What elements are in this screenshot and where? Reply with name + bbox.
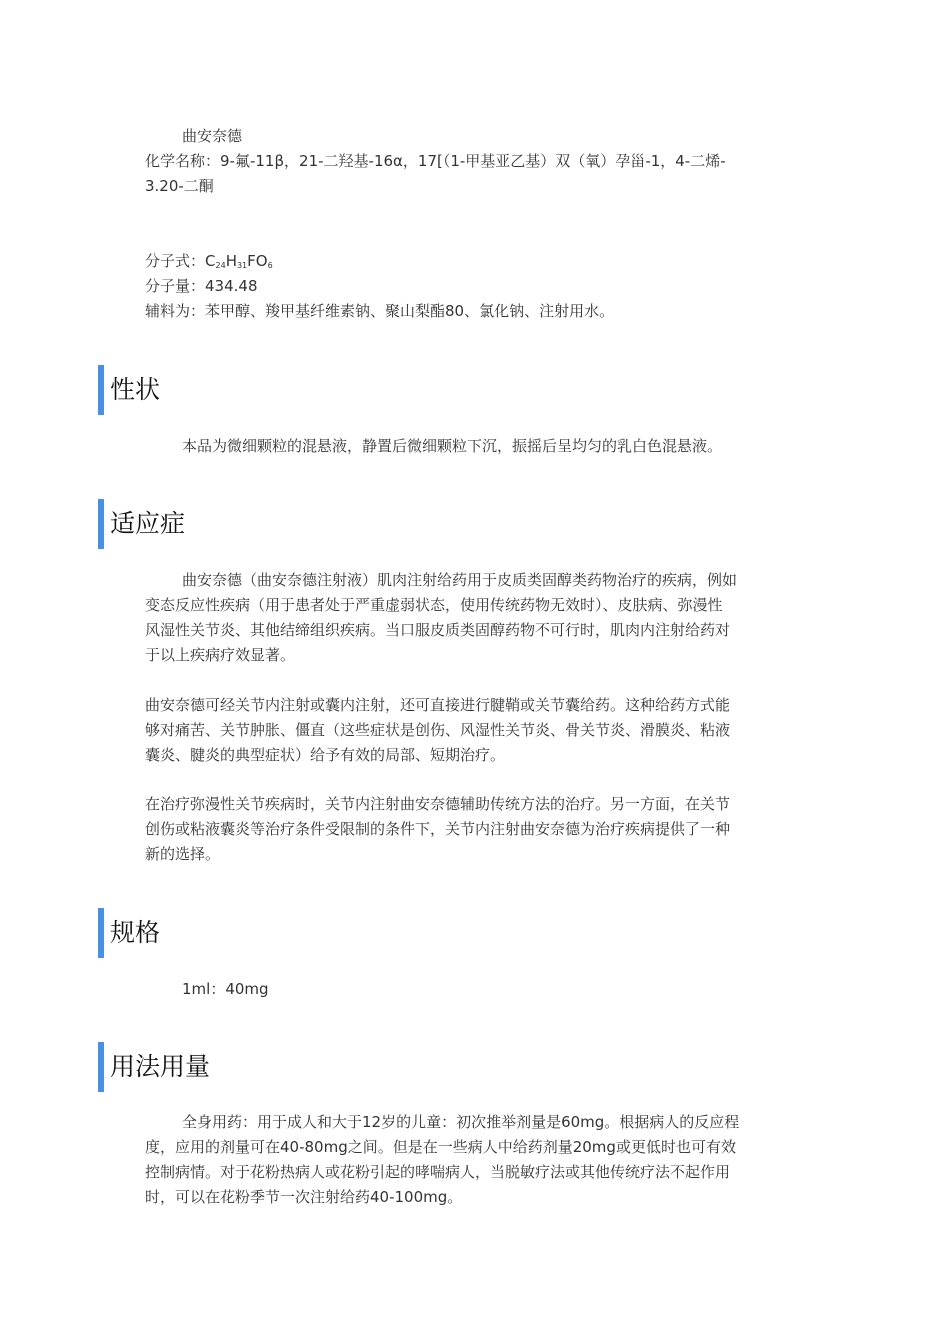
excipients: 辅料为：苯甲醇、羧甲基纤维素钠、聚山梨酯80、氯化钠、注射用水。 bbox=[145, 302, 615, 320]
drug-title: 曲安奈德 bbox=[182, 127, 243, 145]
formula-element: F bbox=[247, 252, 256, 270]
indications-paragraph bbox=[145, 568, 805, 668]
section-heading-spec: 规格 bbox=[98, 908, 160, 958]
formula-element: C bbox=[205, 252, 216, 270]
chemical-name-line: 3.20-二酮 bbox=[145, 177, 214, 195]
formula-subscript: 31 bbox=[236, 261, 248, 270]
paragraph-line: 囊炎、腱炎的典型症状）给予有效的局部、短期治疗。 bbox=[145, 746, 506, 764]
paragraph-line: 曲安奈德（曲安奈德注射液）肌肉注射给药用于皮质类固醇类药物治疗的疾病，例如 bbox=[182, 571, 738, 589]
paragraph-line: 新的选择。 bbox=[145, 845, 221, 863]
indications-paragraph bbox=[145, 693, 805, 768]
dosage-paragraph bbox=[145, 1110, 805, 1210]
molecular-weight: 分子量：434.48 bbox=[145, 277, 258, 295]
section-heading-dosage: 用法用量 bbox=[98, 1042, 210, 1092]
indications-paragraph bbox=[145, 792, 805, 867]
paragraph-line: 时，可以在花粉季节一次注射给药40-100mg。 bbox=[145, 1188, 463, 1206]
section-heading-appearance: 性状 bbox=[98, 365, 160, 415]
formula-subscript: 6 bbox=[267, 261, 273, 270]
molecular-formula bbox=[145, 249, 805, 274]
formula-label: 分子式： bbox=[145, 252, 206, 270]
paragraph-line: 在治疗弥漫性关节疾病时，关节内注射曲安奈德辅助传统方法的治疗。另一方面，在关节 bbox=[145, 795, 731, 813]
section-heading-indications: 适应症 bbox=[98, 499, 185, 549]
formula-element: O bbox=[255, 252, 268, 270]
paragraph-line: 于以上疾病疗效显著。 bbox=[145, 646, 296, 664]
chemical-name-line: 化学名称：9-氟-11β，21-二羟基-16α，17[（1-甲基亚乙基）双（氧）孕甾-1，4-二烯- bbox=[145, 152, 726, 170]
spec-text: 1ml：40mg bbox=[182, 980, 269, 998]
paragraph-line: 够对痛苦、关节肿胀、僵直（这些症状是创伤、风湿性关节炎、骨关节炎、滑膜炎、粘液 bbox=[145, 721, 731, 739]
paragraph-line: 全身用药：用于成人和大于12岁的儿童：初次推举剂量是60mg。根据病人的反应程 bbox=[182, 1113, 740, 1131]
paragraph-line: 控制病情。对于花粉热病人或花粉引起的哮喘病人，当脱敏疗法或其他传统疗法不起作用 bbox=[145, 1163, 731, 1181]
paragraph-line: 风湿性关节炎、其他结缔组织疾病。当口服皮质类固醇药物不可行时，肌肉内注射给药对 bbox=[145, 621, 731, 639]
formula-subscript: 24 bbox=[215, 261, 226, 270]
chemical-name bbox=[145, 149, 805, 199]
paragraph-line: 创伤或粘液囊炎等治疗条件受限制的条件下，关节内注射曲安奈德为治疗疾病提供了一种 bbox=[145, 820, 731, 838]
paragraph-line: 曲安奈德可经关节内注射或囊内注射，还可直接进行腱鞘或关节囊给药。这种给药方式能 bbox=[145, 696, 731, 714]
appearance-text: 本品为微细颗粒的混悬液，静置后微细颗粒下沉，振摇后呈均匀的乳白色混悬液。 bbox=[182, 437, 723, 455]
formula-element: H bbox=[225, 252, 237, 270]
paragraph-line: 度，应用的剂量可在40-80mg之间。但是在一些病人中给药剂量20mg或更低时也可有效 bbox=[145, 1138, 736, 1156]
paragraph-line: 变态反应性疾病（用于患者处于严重虚弱状态，使用传统药物无效时）、皮肤病、弥漫性 bbox=[145, 596, 723, 614]
